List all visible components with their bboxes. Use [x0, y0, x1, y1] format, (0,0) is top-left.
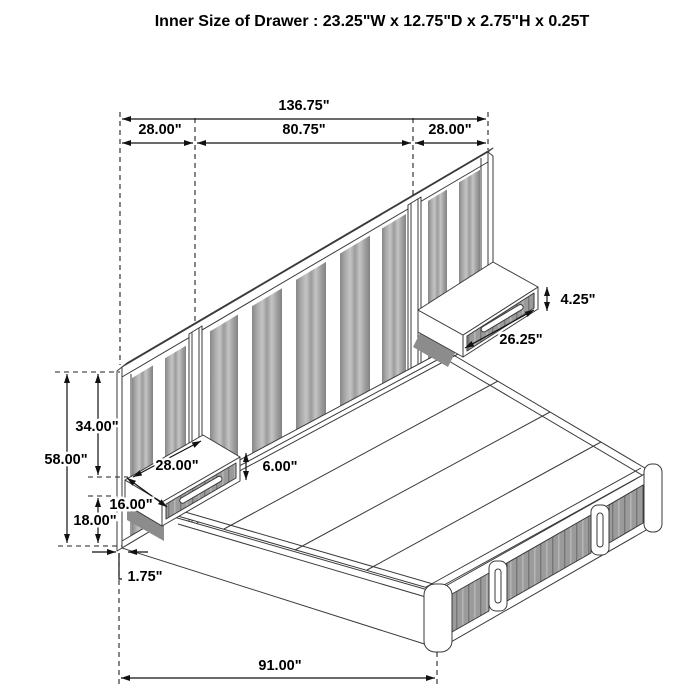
dim-left-shelf-depth-label: 16.00"	[109, 497, 153, 513]
drawer-handle	[591, 505, 609, 555]
corner-post-front	[424, 584, 452, 652]
dim-left-shelf-height-label: 6.00"	[262, 459, 298, 475]
dim-left-section-label: 28.00"	[138, 122, 182, 138]
dim-center-section	[197, 122, 411, 143]
dim-left-shelf-width-label: 28.00"	[155, 458, 199, 474]
dim-top-to-shelf-label: 34.00"	[75, 419, 119, 435]
dim-right-shelf-width-label: 26.25"	[499, 332, 543, 348]
dim-shelf-to-floor-label: 18.00"	[73, 513, 117, 529]
dim-overall-width	[122, 98, 486, 119]
drawer-handle	[489, 561, 507, 611]
page-title: Inner Size of Drawer : 23.25"W x 12.75"D x 2.75"H x 0.25T	[154, 13, 590, 30]
dim-center-section-label: 80.75"	[282, 122, 326, 138]
dim-bed-length	[121, 658, 435, 678]
headboard-left-edge	[117, 367, 122, 551]
dim-right-shelf-height	[547, 287, 596, 311]
dim-bed-length-label: 91.00"	[258, 658, 302, 674]
dim-left-section	[122, 122, 193, 143]
corner-post-right	[644, 464, 662, 532]
dim-headboard-height-label: 58.00"	[44, 452, 88, 468]
dim-overall-width-label: 136.75"	[278, 98, 330, 114]
dim-right-section	[415, 122, 486, 143]
dim-panel-thickness-label: 1.75"	[127, 569, 163, 585]
dim-right-shelf-height-label: 4.25"	[560, 292, 596, 308]
dim-right-section-label: 28.00"	[428, 122, 472, 138]
